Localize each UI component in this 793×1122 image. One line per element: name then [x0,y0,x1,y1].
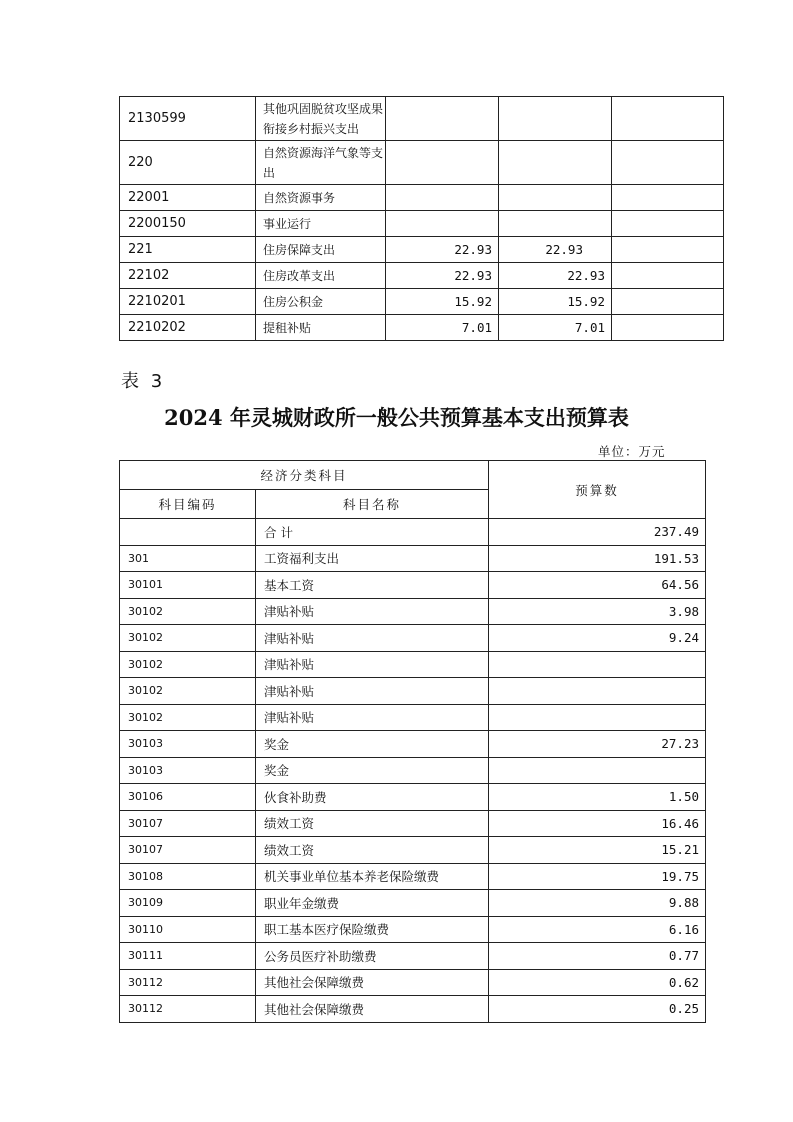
table-row [120,97,724,141]
amount-cell [612,97,724,141]
subject-name: 事业运行 [256,211,386,237]
budget-amount: 9.24 [489,625,706,652]
amount-cell [499,97,612,141]
amount-cell [612,141,724,185]
amount-cell [612,315,724,341]
budget-amount: 6.16 [489,916,706,943]
subject-name: 工资福利支出 [256,545,489,572]
subject-code: 221 [120,237,256,263]
amount-cell: 22.93 [499,263,612,289]
subject-name: 绩效工资 [256,837,489,864]
subject-code [120,519,256,546]
amount-cell [386,185,499,211]
subject-name: 其他巩固脱贫攻坚成果衔接乡村振兴支出 [256,97,386,141]
subject-name: 津贴补贴 [256,704,489,731]
table-row [120,784,706,811]
amount-cell: 15.92 [386,289,499,315]
subject-name: 机关事业单位基本养老保险缴费 [256,863,489,890]
subject-name: 基本工资 [256,572,489,599]
subject-name: 自然资源海洋气象等支出 [256,141,386,185]
amount-cell [499,141,612,185]
budget-amount: 16.46 [489,810,706,837]
unit-label: 单位：万元 [598,444,666,459]
subject-code: 30109 [120,890,256,917]
table-row [120,315,724,341]
subject-code: 22102 [120,263,256,289]
subject-code: 30103 [120,731,256,758]
header-subject-code: 科目编码 [120,490,256,519]
subject-code: 2130599 [120,97,256,141]
table-row [120,237,724,263]
subject-code: 30101 [120,572,256,599]
amount-cell: 15.92 [499,289,612,315]
amount-cell [386,97,499,141]
budget-table-continued [119,96,724,341]
table-row [120,969,706,996]
subject-name: 住房保障支出 [256,237,386,263]
subject-name: 住房公积金 [256,289,386,315]
table-row [120,211,724,237]
subject-name: 绩效工资 [256,810,489,837]
subject-code: 30102 [120,625,256,652]
amount-cell [499,185,612,211]
subject-name: 公务员医疗补助缴费 [256,943,489,970]
header-budget-amount: 预算数 [489,461,706,519]
table-row [120,289,724,315]
amount-cell [612,237,724,263]
table-row [120,704,706,731]
budget-amount: 27.23 [489,731,706,758]
subject-name: 职工基本医疗保险缴费 [256,916,489,943]
amount-cell [386,211,499,237]
table-row [120,625,706,652]
subject-code: 30107 [120,810,256,837]
amount-cell [386,141,499,185]
subject-code: 22001 [120,185,256,211]
total-row [120,519,706,546]
amount-cell: 22.93 [499,237,612,263]
subject-name: 提租补贴 [256,315,386,341]
table-row [120,757,706,784]
budget-amount: 19.75 [489,863,706,890]
subject-code: 30102 [120,678,256,705]
budget-amount [489,651,706,678]
table-row [120,141,724,185]
header-subject-name: 科目名称 [256,490,489,519]
table-row [120,678,706,705]
subject-name: 自然资源事务 [256,185,386,211]
amount-cell: 7.01 [386,315,499,341]
subject-name: 伙食补助费 [256,784,489,811]
budget-amount: 0.77 [489,943,706,970]
budget-amount: 64.56 [489,572,706,599]
budget-amount [489,757,706,784]
subject-name: 奖金 [256,731,489,758]
table-row [120,731,706,758]
budget-amount: 15.21 [489,837,706,864]
table-row [120,810,706,837]
amount-cell: 22.93 [386,237,499,263]
subject-code: 2210201 [120,289,256,315]
subject-name: 津贴补贴 [256,678,489,705]
subject-code: 301 [120,545,256,572]
table-row [120,863,706,890]
subject-code: 30107 [120,837,256,864]
table-row [120,545,706,572]
subject-name: 职业年金缴费 [256,890,489,917]
budget-amount: 3.98 [489,598,706,625]
table-row [120,837,706,864]
table-row [120,996,706,1023]
subject-name: 其他社会保障缴费 [256,969,489,996]
subject-name: 住房改革支出 [256,263,386,289]
subject-code: 30108 [120,863,256,890]
subject-code: 30102 [120,598,256,625]
amount-cell [612,211,724,237]
subject-code: 30112 [120,969,256,996]
budget-amount: 237.49 [489,519,706,546]
budget-amount [489,678,706,705]
table-number-label: 表 3 [121,371,166,392]
subject-code: 30103 [120,757,256,784]
amount-cell [499,211,612,237]
subject-code: 30106 [120,784,256,811]
budget-amount: 9.88 [489,890,706,917]
budget-amount: 0.62 [489,969,706,996]
amount-cell [612,263,724,289]
subject-code: 30102 [120,651,256,678]
table-row [120,185,724,211]
subject-name: 奖金 [256,757,489,784]
amount-cell: 7.01 [499,315,612,341]
table-row [120,598,706,625]
subject-code: 2210202 [120,315,256,341]
subject-name: 合计 [256,519,489,546]
page-title: 2024 年灵城财政所一般公共预算基本支出预算表 [164,405,629,430]
budget-amount: 191.53 [489,545,706,572]
amount-cell: 22.93 [386,263,499,289]
subject-name: 津贴补贴 [256,625,489,652]
basic-expenditure-table [119,460,706,1023]
subject-code: 220 [120,141,256,185]
amount-cell [612,185,724,211]
subject-code: 30112 [120,996,256,1023]
subject-code: 2200150 [120,211,256,237]
table-row [120,263,724,289]
subject-name: 津贴补贴 [256,651,489,678]
table-row [120,943,706,970]
amount-cell [612,289,724,315]
table-row [120,651,706,678]
subject-code: 30110 [120,916,256,943]
budget-amount: 1.50 [489,784,706,811]
table-row [120,916,706,943]
table-row [120,572,706,599]
table-row [120,890,706,917]
budget-amount: 0.25 [489,996,706,1023]
header-economic-classification: 经济分类科目 [120,461,489,490]
subject-code: 30111 [120,943,256,970]
subject-name: 津贴补贴 [256,598,489,625]
subject-code: 30102 [120,704,256,731]
subject-name: 其他社会保障缴费 [256,996,489,1023]
budget-amount [489,704,706,731]
